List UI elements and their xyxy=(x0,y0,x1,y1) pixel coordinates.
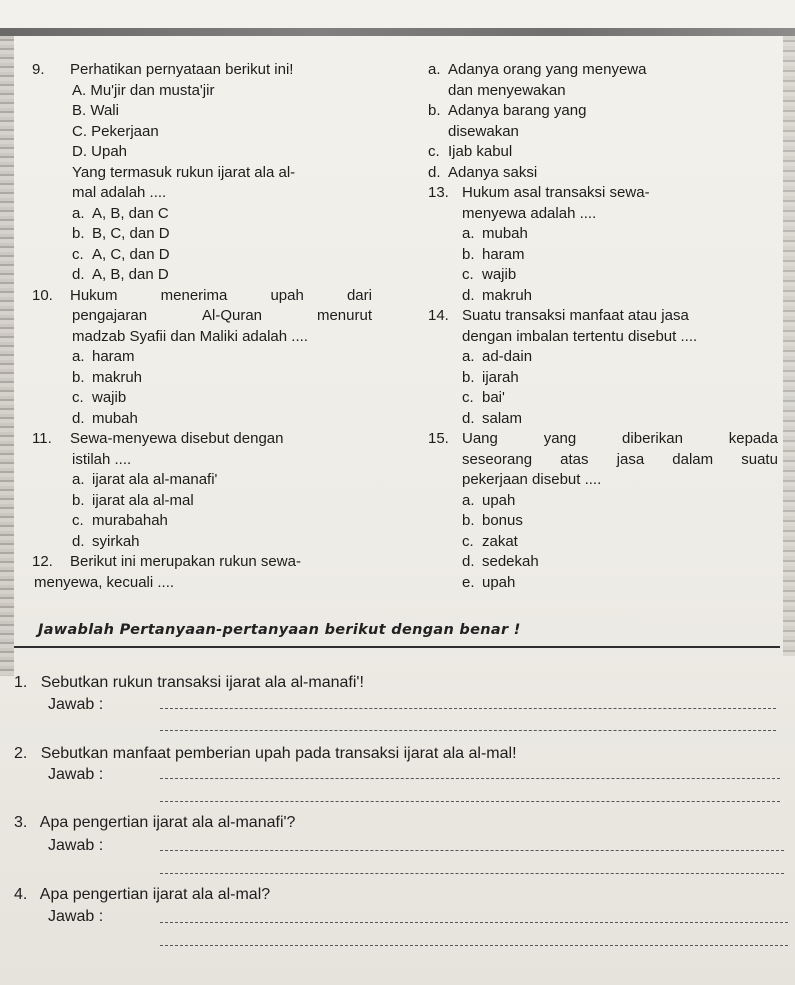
option-text: sedekah xyxy=(482,553,539,570)
option-d[interactable] xyxy=(428,552,778,573)
answer-label: Jawab : xyxy=(48,908,104,925)
option-c[interactable] xyxy=(32,388,372,409)
option-text: bai' xyxy=(482,389,505,406)
option-text: upah xyxy=(482,573,516,591)
question-text: Apa pengertian ijarat ala al-mal? xyxy=(39,886,271,903)
question-number: 9. xyxy=(32,61,45,78)
option-text: zakat xyxy=(482,532,518,550)
option-d[interactable] xyxy=(32,409,372,430)
question-line xyxy=(462,429,778,450)
answer-label: Jawab : xyxy=(48,696,104,713)
page-right-edge xyxy=(783,36,795,656)
question-number: 3. xyxy=(14,814,28,831)
statement-c: C. Pekerjaan xyxy=(72,122,159,140)
option-b[interactable] xyxy=(428,245,778,266)
question-text: Apa pengertian ijarat ala al-manafi'? xyxy=(39,814,296,831)
option-text: upah xyxy=(482,491,516,509)
option-text: A, B, dan C xyxy=(92,204,169,222)
option-text: A, B, dan D xyxy=(92,266,169,283)
option-text: salam xyxy=(482,409,523,427)
question-line: menyewa adalah .... xyxy=(462,204,597,222)
question-stem: Perhatikan pernyataan berikut ini! xyxy=(70,61,294,78)
option-letter: a. xyxy=(72,204,85,222)
option-letter: a. xyxy=(72,348,85,365)
answer-line[interactable] xyxy=(160,850,784,851)
question-line: Suatu transaksi manfaat atau jasa xyxy=(462,307,689,324)
word: suatu xyxy=(741,450,778,468)
option-letter: d. xyxy=(462,409,475,427)
essay-section-title: Jawablah Pertanyaan-pertanyaan berikut dengan benar ! xyxy=(38,622,521,638)
option-text: makruh xyxy=(482,286,533,304)
option-c[interactable] xyxy=(32,511,372,532)
word: diberikan xyxy=(622,430,683,447)
option-d[interactable] xyxy=(428,409,778,430)
essay-question-2 xyxy=(14,745,517,763)
word: dari xyxy=(346,286,372,304)
question-11 xyxy=(32,429,372,450)
option-b[interactable] xyxy=(428,368,778,389)
word: jasa xyxy=(616,450,645,468)
question-14 xyxy=(428,306,778,327)
option-a[interactable] xyxy=(32,347,372,368)
option-text: mubah xyxy=(482,225,528,242)
option-letter: c. xyxy=(462,389,474,406)
option-letter: d. xyxy=(72,409,85,427)
question-number: 11. xyxy=(32,430,52,447)
option-text: makruh xyxy=(92,368,143,386)
option-text: Adanya orang yang menyewa xyxy=(448,61,647,78)
answer-line[interactable] xyxy=(160,708,776,709)
statement-d: D. Upah xyxy=(72,143,128,160)
essay-question-4 xyxy=(14,886,270,904)
option-letter: a. xyxy=(462,225,475,242)
question-prompt: Yang termasuk rukun ijarat ala al- xyxy=(72,163,296,181)
option-letter: b. xyxy=(72,368,85,386)
answer-label: Jawab : xyxy=(48,766,104,783)
option-d[interactable] xyxy=(428,163,778,184)
question-line: madzab Syafii dan Maliki adalah .... xyxy=(72,327,308,345)
question-13 xyxy=(428,183,778,204)
word: Al-Quran xyxy=(202,307,263,324)
option-b[interactable] xyxy=(32,491,372,512)
option-letter: d. xyxy=(72,266,85,283)
question-15 xyxy=(428,429,778,450)
question-text: Sebutkan rukun transaksi ijarat ala al-manafi'! xyxy=(40,674,364,691)
option-text: haram xyxy=(482,245,525,263)
option-c[interactable] xyxy=(428,142,778,163)
option-letter: b. xyxy=(428,102,441,119)
word: menurut xyxy=(316,307,372,324)
word: Uang xyxy=(462,430,498,447)
answer-line[interactable] xyxy=(160,801,780,802)
option-b[interactable] xyxy=(428,511,778,532)
answer-line[interactable] xyxy=(160,945,788,946)
question-line: Sewa-menyewa disebut dengan xyxy=(70,430,284,447)
option-a[interactable] xyxy=(32,204,372,225)
question-prompt: mal adalah .... xyxy=(72,184,167,201)
option-letter: a. xyxy=(462,348,475,365)
option-text: bonus xyxy=(482,512,523,529)
option-d[interactable] xyxy=(428,286,778,307)
option-text-cont: disewakan xyxy=(448,122,519,140)
option-letter: c. xyxy=(428,143,440,160)
option-text: B, C, dan D xyxy=(92,225,170,242)
word: pengajaran xyxy=(72,307,148,324)
option-d[interactable] xyxy=(32,265,372,286)
page-left-edge xyxy=(0,36,14,676)
option-letter: c. xyxy=(462,532,474,550)
question-line: Berikut ini merupakan rukun sewa- xyxy=(70,553,301,570)
option-text-cont: dan menyewakan xyxy=(448,81,566,99)
option-letter: b. xyxy=(462,245,475,263)
question-line xyxy=(70,286,372,307)
option-text: ad-dain xyxy=(482,348,533,365)
question-line xyxy=(32,306,372,327)
option-letter: a. xyxy=(462,491,475,509)
word: dalam xyxy=(672,450,714,468)
option-text: Adanya saksi xyxy=(448,163,538,181)
option-letter: c. xyxy=(72,512,84,529)
option-letter: a. xyxy=(428,61,441,78)
option-text: ijarat ala al-mal xyxy=(92,491,194,509)
option-letter: b. xyxy=(462,368,475,386)
option-letter: a. xyxy=(72,471,85,488)
essay-question-3 xyxy=(14,814,295,832)
option-c[interactable] xyxy=(32,245,372,266)
option-text: mubah xyxy=(92,409,138,427)
answer-line[interactable] xyxy=(160,922,788,923)
left-column xyxy=(32,60,372,593)
option-b[interactable] xyxy=(428,101,778,122)
option-c[interactable] xyxy=(428,265,778,286)
answer-line[interactable] xyxy=(160,778,780,779)
section-divider xyxy=(14,646,780,648)
question-10 xyxy=(32,286,372,307)
question-line: Hukum asal transaksi sewa- xyxy=(462,184,650,201)
option-letter: e. xyxy=(462,573,475,591)
word: kepada xyxy=(728,430,778,447)
option-a[interactable] xyxy=(428,491,778,512)
question-number: 10. xyxy=(32,286,53,304)
option-text: wajib xyxy=(482,266,517,283)
question-line xyxy=(428,450,778,471)
option-letter: d. xyxy=(428,163,441,181)
option-c[interactable] xyxy=(428,532,778,553)
essay-question-1 xyxy=(14,674,364,692)
option-letter: b. xyxy=(72,225,85,242)
option-letter: d. xyxy=(462,553,475,570)
question-number: 14. xyxy=(428,307,449,324)
question-line: dengan imbalan tertentu disebut .... xyxy=(462,327,698,345)
option-text: haram xyxy=(92,348,135,365)
option-b[interactable] xyxy=(32,368,372,389)
option-letter: b. xyxy=(72,491,85,509)
option-letter: d. xyxy=(462,286,475,304)
word: seseorang xyxy=(462,450,533,468)
option-text: A, C, dan D xyxy=(92,245,170,263)
option-b[interactable] xyxy=(32,224,372,245)
option-letter: c. xyxy=(72,389,84,406)
option-text: murabahah xyxy=(92,512,168,529)
question-number: 4. xyxy=(14,886,28,903)
question-number: 12. xyxy=(32,553,53,570)
option-a[interactable] xyxy=(428,224,778,245)
word: menerima xyxy=(160,286,228,304)
option-d[interactable] xyxy=(32,532,372,553)
option-text: Adanya barang yang xyxy=(448,102,587,119)
question-number: 1. xyxy=(14,674,28,691)
right-column xyxy=(428,60,778,593)
page-top-edge xyxy=(0,28,795,36)
option-letter: d. xyxy=(72,532,85,550)
word: yang xyxy=(543,430,577,447)
word: upah xyxy=(270,286,304,304)
word: Hukum xyxy=(70,286,118,304)
option-a[interactable] xyxy=(428,60,778,81)
answer-line[interactable] xyxy=(160,730,776,731)
option-text: Ijab kabul xyxy=(448,143,513,160)
question-line: menyewa, kecuali .... xyxy=(34,573,175,591)
option-text: syirkah xyxy=(92,532,140,550)
option-a[interactable] xyxy=(32,470,372,491)
question-text: Sebutkan manfaat pemberian upah pada transaksi ijarat ala al-mal! xyxy=(40,745,517,762)
option-a[interactable] xyxy=(428,347,778,368)
question-9 xyxy=(32,60,372,81)
option-c[interactable] xyxy=(428,388,778,409)
answer-label: Jawab : xyxy=(48,837,104,854)
answer-line[interactable] xyxy=(160,873,784,874)
option-letter: b. xyxy=(462,512,475,529)
question-12 xyxy=(32,552,372,573)
option-letter: c. xyxy=(72,245,84,263)
question-line: istilah .... xyxy=(72,450,132,468)
option-e[interactable] xyxy=(428,573,778,594)
question-number: 15. xyxy=(428,430,449,447)
question-number: 2. xyxy=(14,745,28,762)
question-line: pekerjaan disebut .... xyxy=(462,471,602,488)
option-text: wajib xyxy=(92,389,127,406)
question-number: 13. xyxy=(428,184,449,201)
statement-a: A. Mu'jir dan musta'jir xyxy=(72,81,215,99)
option-letter: c. xyxy=(462,266,474,283)
option-text: ijarat ala al-manafi' xyxy=(92,471,218,488)
word: atas xyxy=(560,450,589,468)
statement-b: B. Wali xyxy=(72,102,119,119)
option-text: ijarah xyxy=(482,368,519,386)
